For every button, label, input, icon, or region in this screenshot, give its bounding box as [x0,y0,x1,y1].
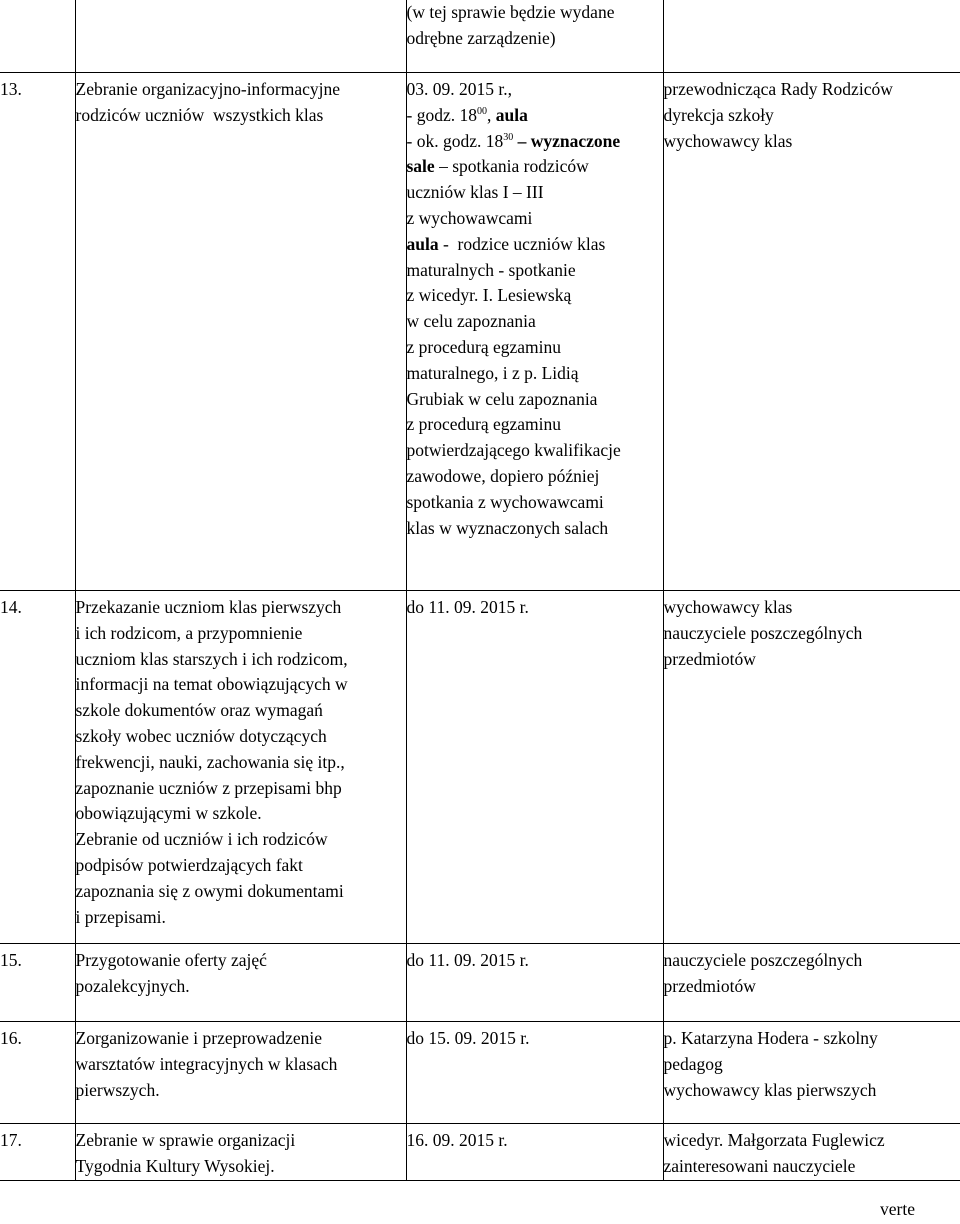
table-row [0,1124,960,1181]
responsible-line: wychowawcy klas [663,597,793,617]
table-row [0,591,960,944]
task-line: Przekazanie uczniom klas pierwszych [75,597,342,617]
task-line: podpisów potwierdzających fakt [75,854,303,875]
date-cell [406,1124,663,1181]
row-number: 17. [0,1130,22,1150]
responsible-line: przedmiotów [663,975,756,996]
responsible-line: p. Katarzyna Hodera - szkolny [663,1028,878,1048]
responsible-line: wychowawcy klas pierwszych [663,1079,877,1100]
responsible-line: dyrekcja szkoły [663,104,774,125]
date-line: maturalnych - spotkanie [406,259,576,280]
date-line: uczniów klas I – III [406,182,544,203]
table-row [0,0,960,73]
row-number-cell [0,1124,75,1181]
row-number-cell [0,591,75,944]
task-cell [75,73,406,591]
task-line: obowiązującymi w szkole. [75,803,262,824]
table-row [0,1022,960,1124]
task-line: Zebranie w sprawie organizacji [75,1130,296,1150]
date-line: aula - rodzice uczniów klas [406,233,606,254]
date-line: - godz. $18^{00}$, aula [406,104,528,125]
task-line: pozalekcyjnych. [75,975,190,996]
task-line: pierwszych. [75,1079,160,1100]
row-number-cell [0,73,75,591]
table-row [0,73,960,591]
responsible-cell [663,944,960,1022]
task-line: warsztatów integracyjnych w klasach [75,1053,338,1074]
responsible-line: przewodnicząca Rady Rodziców [663,79,893,99]
date-line: spotkania z wychowawcami [406,491,604,512]
date-line: odrębne zarządzenie) [406,27,556,48]
task-line: Tygodnia Kultury Wysokiej. [75,1155,275,1176]
date-line: do 11. 09. 2015 r. [406,950,529,970]
task-line: Zorganizowanie i przeprowadzenie [75,1028,323,1048]
row-number-cell [0,0,75,73]
date-line: 03. 09. 2015 r., [406,79,512,99]
task-line: szkoły wobec uczniów dotyczących [75,725,327,746]
date-line: z procedurą egzaminu [406,414,562,435]
task-line: informacji na temat obowiązujących w [75,674,348,695]
task-line: uczniom klas starszych i ich rodzicom, [75,648,348,669]
date-line: do 11. 09. 2015 r. [406,597,529,617]
date-line: potwierdzającego kwalifikacje [406,440,621,461]
task-line: szkole dokumentów oraz wymagań [75,700,323,721]
date-cell [406,1022,663,1124]
task-line: i przepisami. [75,906,166,927]
row-number: 15. [0,950,22,970]
task-line: zapoznanie uczniów z przepisami bhp [75,777,342,798]
date-line: z wychowawcami [406,207,533,228]
date-cell [406,944,663,1022]
task-cell [75,1124,406,1181]
task-line: frekwencji, nauki, zachowania się itp., [75,751,345,772]
date-line: Grubiak w celu zapoznania [406,388,598,409]
responsible-line: nauczyciele poszczególnych [663,950,863,970]
responsible-line: wicedyr. Małgorzata Fuglewicz [663,1130,885,1150]
date-line: klas w wyznaczonych salach [406,517,609,538]
row-number: 13. [0,79,22,99]
responsible-cell [663,1124,960,1181]
date-cell [406,0,663,73]
date-line: - ok. godz. $18^{30}$ – wyznaczone [406,130,621,151]
date-line: z procedurą egzaminu [406,336,562,357]
responsible-cell [663,73,960,591]
responsible-cell [663,1022,960,1124]
date-cell [406,73,663,591]
date-line: z wicedyr. I. Lesiewską [406,285,572,306]
task-cell [75,1022,406,1124]
task-cell [75,944,406,1022]
date-line: zawodowe, dopiero później [406,465,600,486]
date-line: sale – spotkania rodziców [406,156,589,177]
row-number: 14. [0,597,22,617]
row-number-cell [0,944,75,1022]
row-number-cell [0,1022,75,1124]
responsible-line: pedagog [663,1053,723,1074]
date-line: w celu zapoznania [406,311,536,332]
table-row [0,944,960,1022]
task-line: i ich rodzicom, a przypomnienie [75,622,303,643]
verte-note: verte [880,1199,915,1219]
date-line: do 15. 09. 2015 r. [406,1028,530,1048]
date-line: maturalnego, i z p. Lidią [406,362,579,383]
task-line: Przygotowanie oferty zajęć [75,950,267,970]
row-number: 16. [0,1028,22,1048]
responsible-line: zainteresowani nauczyciele [663,1155,856,1176]
task-cell [75,0,406,73]
responsible-line: przedmiotów [663,648,756,669]
date-cell [406,591,663,944]
date-line: (w tej sprawie będzie wydane [406,2,615,22]
task-line: Zebranie organizacyjno-informacyjne [75,79,340,99]
responsible-line: nauczyciele poszczególnych [663,622,863,643]
task-line: Zebranie od uczniów i ich rodziców [75,829,328,850]
task-line: rodziców uczniów wszystkich klas [75,104,324,125]
responsible-cell [663,0,960,73]
task-line: zapoznania się z owymi dokumentami [75,880,344,901]
date-line: 16. 09. 2015 r. [406,1130,508,1150]
responsible-cell [663,591,960,944]
responsible-line: wychowawcy klas [663,130,793,151]
task-cell [75,591,406,944]
